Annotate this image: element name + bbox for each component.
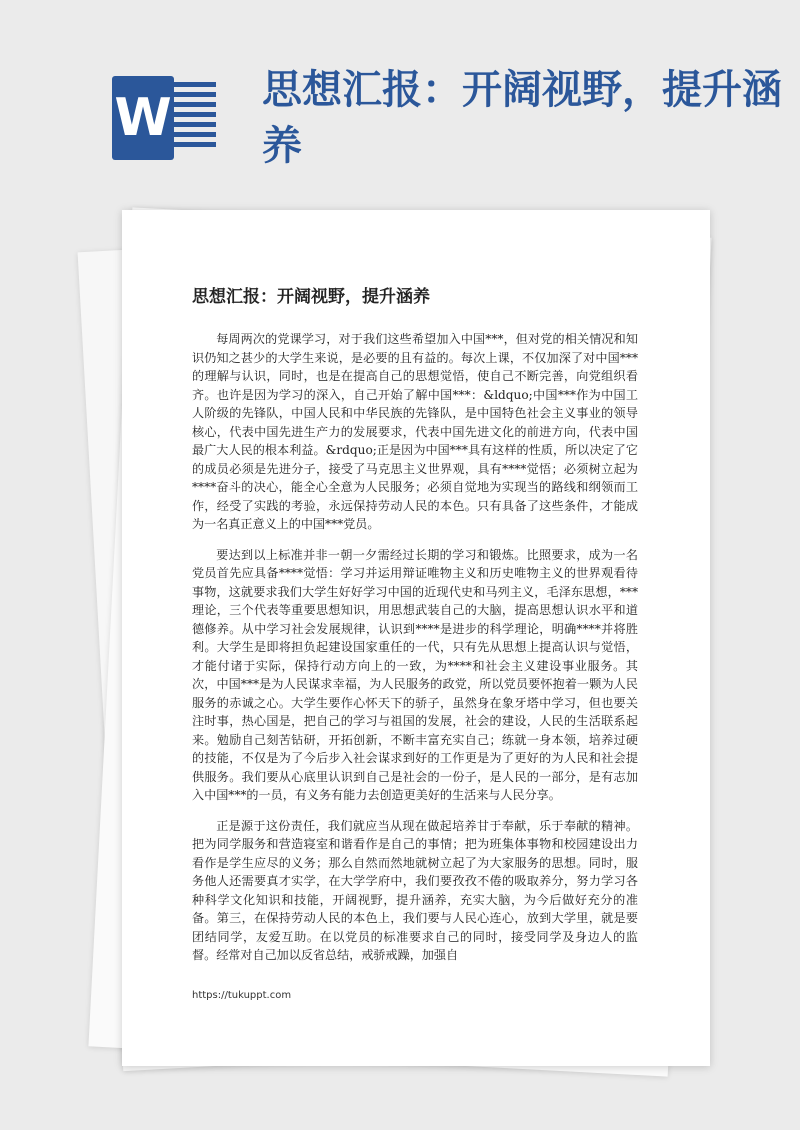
paragraph: 正是源于这份责任，我们就应当从现在做起培养甘于奉献，乐于奉献的精神。把为同学服务和营造寝室和谐看作是自己的事情；把为班集体事物和校园建设出力看作是学生应尽的义务；那么自然而然地就树立起了为大家服务的思想。同时，服务他人还需要真才实学，在大学学府中，我们要孜孜不倦的吸取养分，努力学习各种科学文化知识和技能，开阔视野，提升涵养，充实大脑，为今后做好充分的准备。第三，在保持劳动人民的本色上，我们要与人民心连心，放到大学里，就是要团结同学，友爱互助。在以党员的标准要求自己的同时，接受同学及身边人的监督。经常对自己加以反省总结，戒骄戒躁，加强自	[192, 818, 638, 962]
source-url: https://tukuppt.com	[192, 990, 292, 1001]
word-app-icon	[112, 70, 218, 166]
word-letter-badge: W	[112, 76, 174, 160]
page-title: 思想汇报：开阔视野，提升涵养	[262, 67, 782, 169]
document-page	[122, 210, 710, 1066]
paragraph: 要达到以上标准并非一朝一夕需经过长期的学习和锻炼。比照要求，成为一名党员首先应具备****觉悟：学习并运用辩证唯物主义和历史唯物主义的世界观看待事物，这就要求我们大学生好好学习中国的近现代史和马列主义，毛泽东思想，***理论，三个代表等重要思想知识，用思想武装自己的大脑，提高思想认识水平和道德修养。从中学习社会发展规律，认识到****是进步的科学理论，明确****并将胜利。大学生是即将担负起建设国家重任的一代，只有先从思想上提高认识与觉悟，才能付诸于实际，保持行动方向上的一致，为****和社会主义建设事业服务。其次，中国***是为人民谋求幸福，为人民服务的政党，所以党员要怀抱着一颗为人民服务的赤诚之心。大学生要作心怀天下的骄子，虽然身在象牙塔中学习，但也要关注时事，热心国是，把自己的学习与祖国的发展，社会的建设，人民的生活联系起来。勉励自己刻苦钻研，开拓创新，不断丰富充实自己；练就一身本领，培养过硬的技能，不仅是为了今后步入社会谋求到好的工作更是为了更好的为人民和社会提供服务。我们要从心底里认识到自己是社会的一份子，是人民的一部分，是有志加入中国***的一员，有义务有能力去创造更美好的生活来与人民分享。	[192, 547, 638, 802]
document-body	[192, 330, 638, 977]
document-title: 思想汇报：开阔视野，提升涵养	[192, 287, 430, 307]
paragraph: 每周两次的党课学习，对于我们这些希望加入中国***，但对党的相关情况和知识仍知之甚少的大学生来说，是必要的且有益的。每次上课，不仅加深了对中国***的理解与认识，同时，也是在提高自己的思想觉悟，使自己不断完善，向党组织看齐。也许是因为学习的深入，自己开始了解中国***：&ldquo;中国***作为中国工人阶级的先锋队，中国人民和中华民族的先锋队，是中国特色社会主义事业的领导核心，代表中国先进生产力的发展要求，代表中国先进文化的前进方向，代表中国最广大人民的根本利益。&rdquo;正是因为中国***具有这样的性质，所以决定了它的成员必须是先进分子，接受了马克思主义世界观，具有****觉悟；必须树立起为****奋斗的决心，能全心全意为人民服务；必须自觉地为实现当的路线和纲领而工作，经受了实践的考验，永远保持劳动人民的本色。只有具备了这些条件，才能成为一名真正意义上的中国***党员。	[192, 332, 638, 531]
